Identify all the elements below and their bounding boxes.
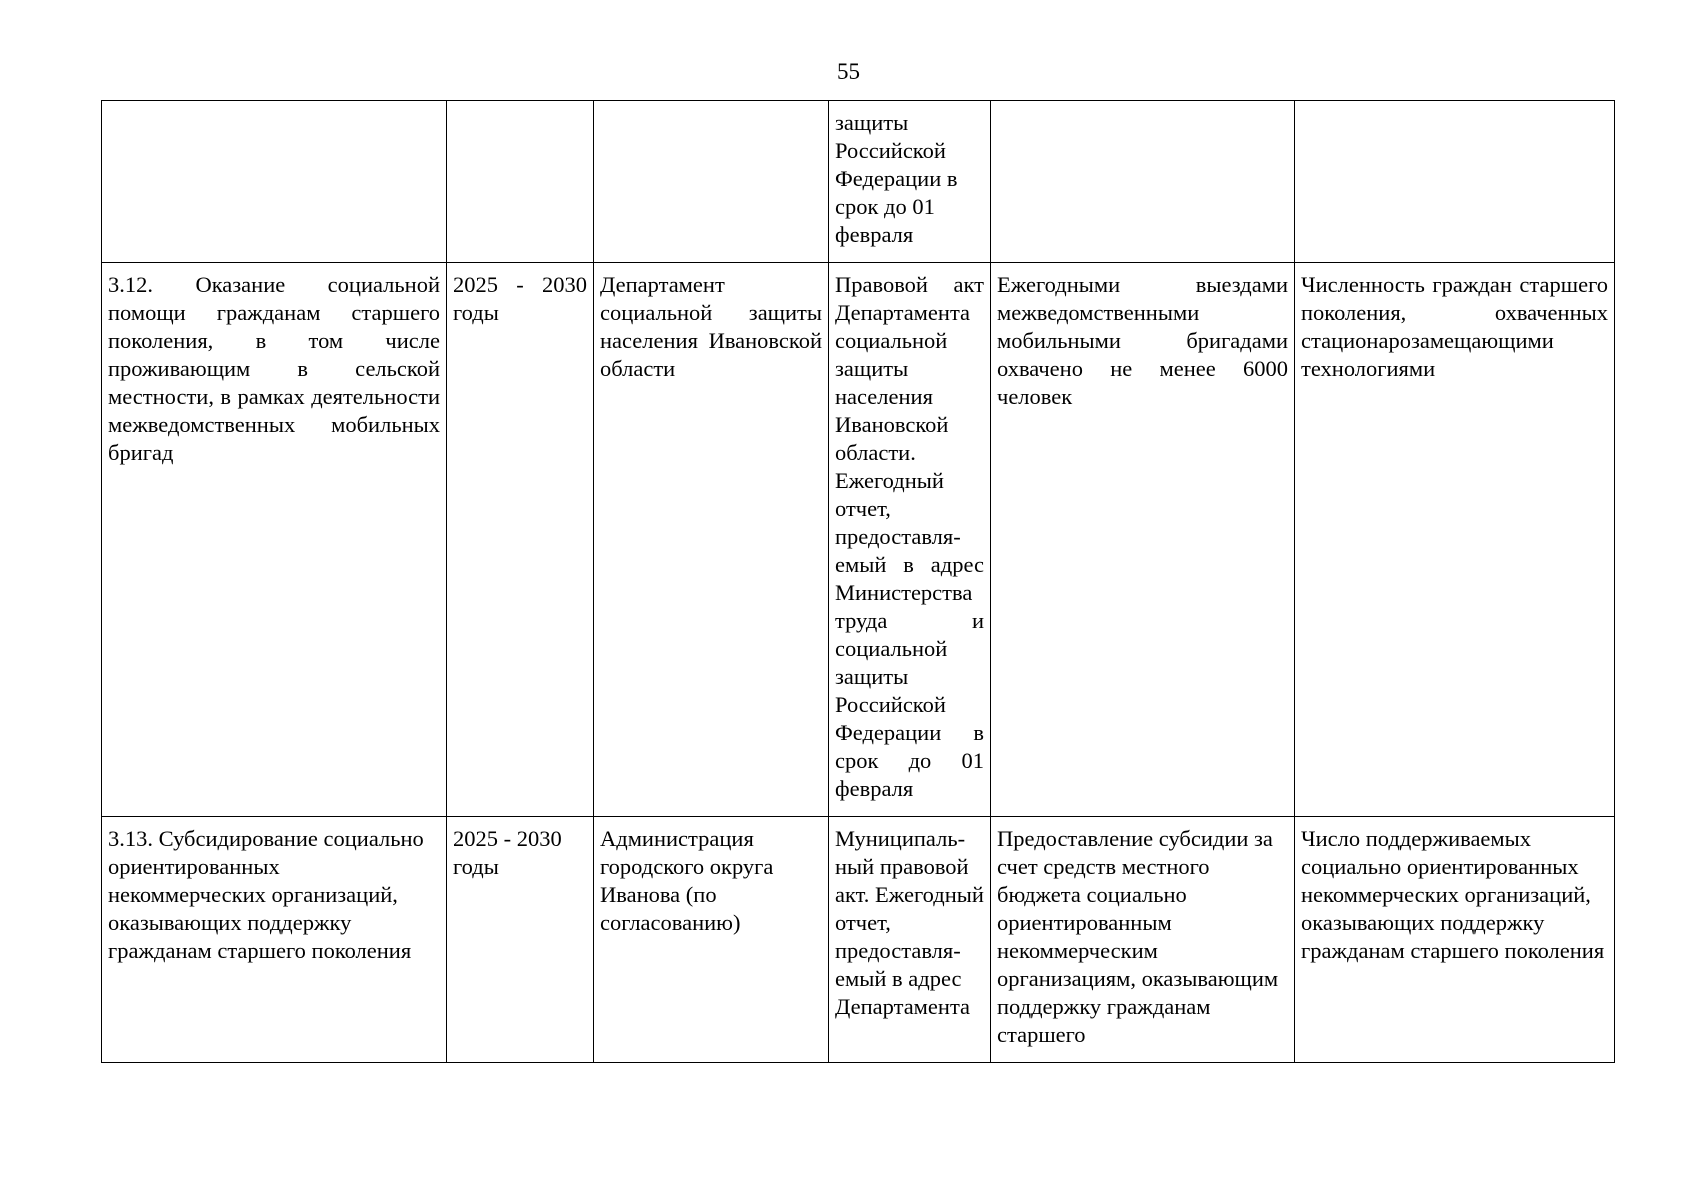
indicator-cell	[991, 101, 1295, 263]
period-cell: 2025 - 2030 годы	[447, 817, 594, 1063]
executor-cell	[594, 101, 829, 263]
result-cell	[1295, 101, 1615, 263]
executor-cell: Департамент социальной защиты населения Ивановской области	[594, 263, 829, 817]
executor-cell: Администрация городского округа Иванова (по согласованию)	[594, 817, 829, 1063]
indicator-cell: Предоставление субсидии за счет средств местного бюджета социально ориентированным некоммерческим организациям, оказывающим поддержку гражданам старшего	[991, 817, 1295, 1063]
document-cell: Правовой акт Департамента социальной защиты населения Ивановской области. Ежегодный отчет, предоставля-емый в адрес Министерства труда и социальной защиты Российской Федерации в срок до 01 февраля	[829, 263, 991, 817]
period-cell	[447, 101, 594, 263]
measure-cell: 3.12. Оказание социальной помощи гражданам старшего поколения, в том числе проживающим в сельской местности, в рамках деятельности межведомственных мобильных бригад	[102, 263, 447, 817]
result-cell: Численность граждан старшего поколения, охваченных стационарозамещающими технологиями	[1295, 263, 1615, 817]
measure-cell: 3.13. Субсидирование социально ориентированных некоммерческих организаций, оказывающих поддержку гражданам старшего поколения	[102, 817, 447, 1063]
result-cell: Число поддерживаемых социально ориентированных некоммерческих организаций, оказывающих поддержку гражданам старшего поколения	[1295, 817, 1615, 1063]
indicator-cell: Ежегодными выездами межведомственными мобильными бригадами охвачено не менее 6000 человек	[991, 263, 1295, 817]
table-row-3-12	[102, 263, 1615, 817]
measure-cell	[102, 101, 447, 263]
document-cell: защиты Российской Федерации в срок до 01 февраля	[829, 101, 991, 263]
document-cell: Муниципаль-ный правовой акт. Ежегодный отчет, предоставля-емый в адрес Департамента	[829, 817, 991, 1063]
page-number: 55	[837, 59, 860, 84]
table-row-continuation	[102, 101, 1615, 263]
period-cell: 2025 - 2030 годы	[447, 263, 594, 817]
measures-table	[101, 100, 1615, 1063]
table-row-3-13	[102, 817, 1615, 1063]
